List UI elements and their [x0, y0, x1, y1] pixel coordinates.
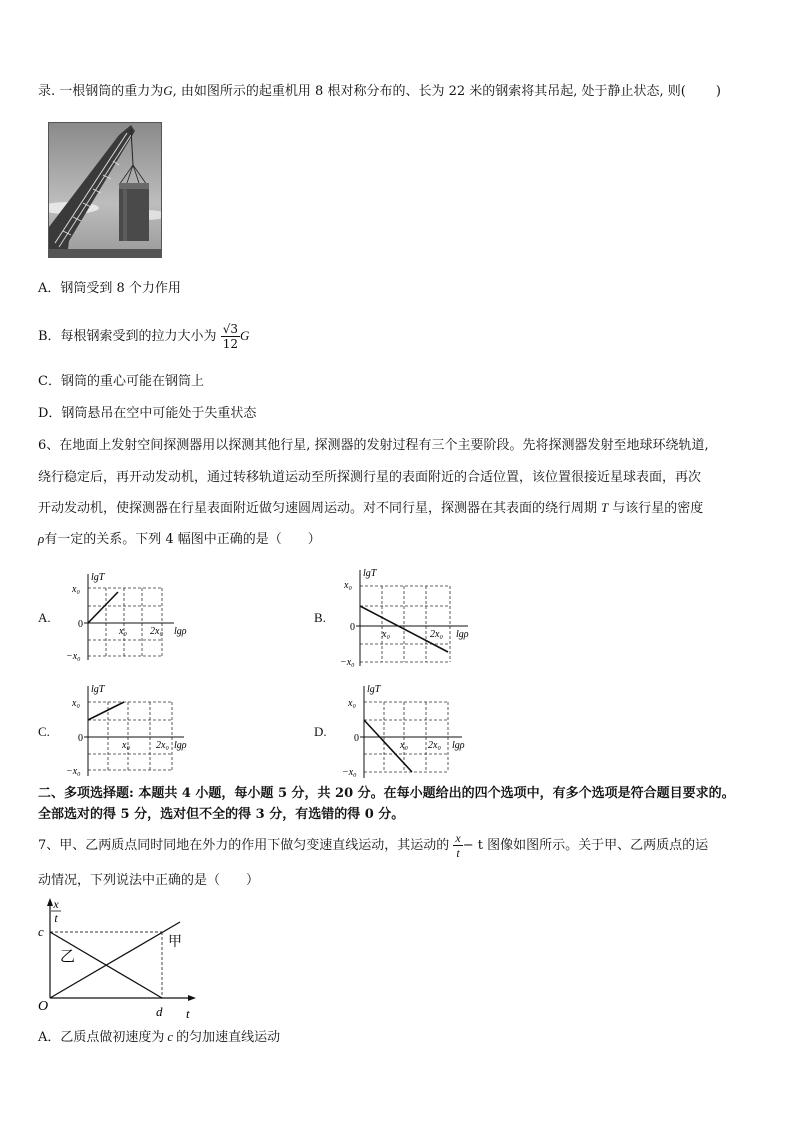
x-over-t-fraction: $\frac{x}{t}$	[455, 831, 461, 860]
q6-graph-d-tick-x0: x₀	[400, 740, 408, 751]
q6-graph-c-neg-x0: −x₀	[66, 766, 81, 777]
q6-graph-d-x-label: lgρ	[452, 740, 465, 751]
q5-option-c: C．钢筒的重心可能在钢筒上	[38, 374, 204, 389]
q6-graph-d-neg-x0: −x₀	[342, 767, 357, 778]
q5-option-a: A．钢筒受到 8 个力作用	[38, 281, 181, 296]
q7-graph-c: c	[38, 924, 44, 939]
q7-stem-line2: 动情况，下列说法中正确的是（ ）	[38, 873, 260, 888]
q7-graph-d: d	[156, 1004, 163, 1019]
q7-graph-origin: O	[38, 999, 49, 1014]
q7-graph-t: t	[186, 1006, 190, 1021]
q7-option-a: A．乙质点做初速度为 c 的匀加速直线运动	[38, 1029, 281, 1045]
section2-header-line2: 全部选对的得 5 分，选对但不全的得 3 分，有选错的得 0 分。	[38, 807, 405, 822]
q7-graph	[34, 898, 204, 1020]
q6-graph-c-tick-2x0: 2x₀	[156, 740, 169, 751]
q6-graph-a-x0: x₀	[72, 584, 80, 595]
q5-option-d: D．钢筒悬吊在空中可能处于失重状态	[38, 406, 257, 421]
q6-graph-d-x0: x₀	[348, 698, 356, 709]
q6-graph-c-zero: 0	[78, 733, 83, 744]
q6-graph-c-tick-x0: x₀	[122, 740, 130, 751]
q6-graph-a	[62, 570, 202, 670]
q7-graph-yi: 乙	[60, 949, 76, 965]
q6-graph-a-zero: 0	[78, 619, 83, 630]
q6-graph-b-neg-x0: −x₀	[340, 657, 355, 668]
q6-graph-a-label: A.	[38, 610, 51, 625]
q6-graph-d-label: D.	[314, 724, 327, 739]
q6-graph-b-tick-x0: x₀	[382, 629, 390, 640]
q6-graph-b-x-label: lgρ	[456, 629, 469, 640]
q6-graph-d-tick-2x0: 2x₀	[428, 740, 441, 751]
q6-stem-line4: ρ有一定的关系。下列 4 幅图中正确的是（ ）	[38, 531, 321, 547]
q6-graph-c-label: C.	[38, 724, 50, 739]
q6-graph-d	[340, 682, 490, 782]
q7-graph-y-den: t	[54, 911, 58, 925]
q6-graph-a-tick-x0: x₀	[119, 626, 127, 637]
q6-graph-c-x-label: lgρ	[174, 740, 187, 751]
q6-graph-a-y-label: lgT	[91, 572, 105, 583]
q6-stem-line1: 6、在地面上发射空间探测器用以探测其他行星, 探测器的发射过程有三个主要阶段。先将探测器发射至地球环绕轨道,	[38, 438, 709, 453]
q6-graph-b	[340, 566, 490, 670]
q5-option-b: B．每根钢索受到的拉力大小为 $\frac{√3}{12}$ G	[38, 322, 250, 351]
sqrt3-over-12-fraction: $\frac{√3}{12}$	[222, 322, 238, 351]
q6-graph-b-x0: x₀	[344, 580, 352, 591]
q6-graph-c-y-label: lgT	[91, 684, 105, 695]
q6-graph-b-tick-2x0: 2x₀	[430, 629, 443, 640]
q6-graph-b-zero: 0	[350, 622, 355, 633]
q6-graph-d-y-label: lgT	[367, 684, 381, 695]
q6-graph-b-label: B.	[314, 610, 326, 625]
section2-header-line1: 二、多项选择题: 本题共 4 小题，每小题 5 分，共 20 分。在每小题给出的四个选项中，有多个选项是符合题目要求的。	[38, 786, 735, 801]
q6-graph-d-zero: 0	[354, 733, 359, 744]
q6-graph-a-x-label: lgρ	[174, 626, 187, 637]
q7-graph-y-num: x	[53, 897, 59, 911]
crane-photo	[48, 122, 162, 258]
q6-graph-a-tick-2x0: 2x₀	[150, 626, 163, 637]
q7-stem-line1: 7、甲、乙两质点同时同地在外力的作用下做匀变速直线运动，其运动的 $\frac{x}{t}$ − t 图像如图所示。关于甲、乙两质点的运	[38, 831, 709, 860]
q5-stem: 录. 一根钢筒的重力为G, 由如图所示的起重机用 8 根对称分布的、长为 22 米的钢索将其吊起, 处于静止状态, 则( )	[38, 83, 721, 99]
q6-graph-c-x0: x₀	[72, 698, 80, 709]
q6-graph-b-y-label: lgT	[363, 568, 377, 579]
q6-graph-a-neg-x0: −x₀	[66, 651, 81, 662]
q6-stem-line3: 开动发动机，使探测器在行星表面附近做匀速圆周运动。对不同行星，探测器在其表面的绕行周期 T 与该行星的密度	[38, 500, 704, 516]
q7-graph-jia: 甲	[168, 935, 182, 950]
q6-graph-c	[62, 682, 202, 782]
q6-stem-line2: 绕行稳定后，再开动发动机，通过转移轨道运动至所探测行星的表面附近的合适位置，该位置很接近星球表面，再次	[38, 470, 702, 485]
